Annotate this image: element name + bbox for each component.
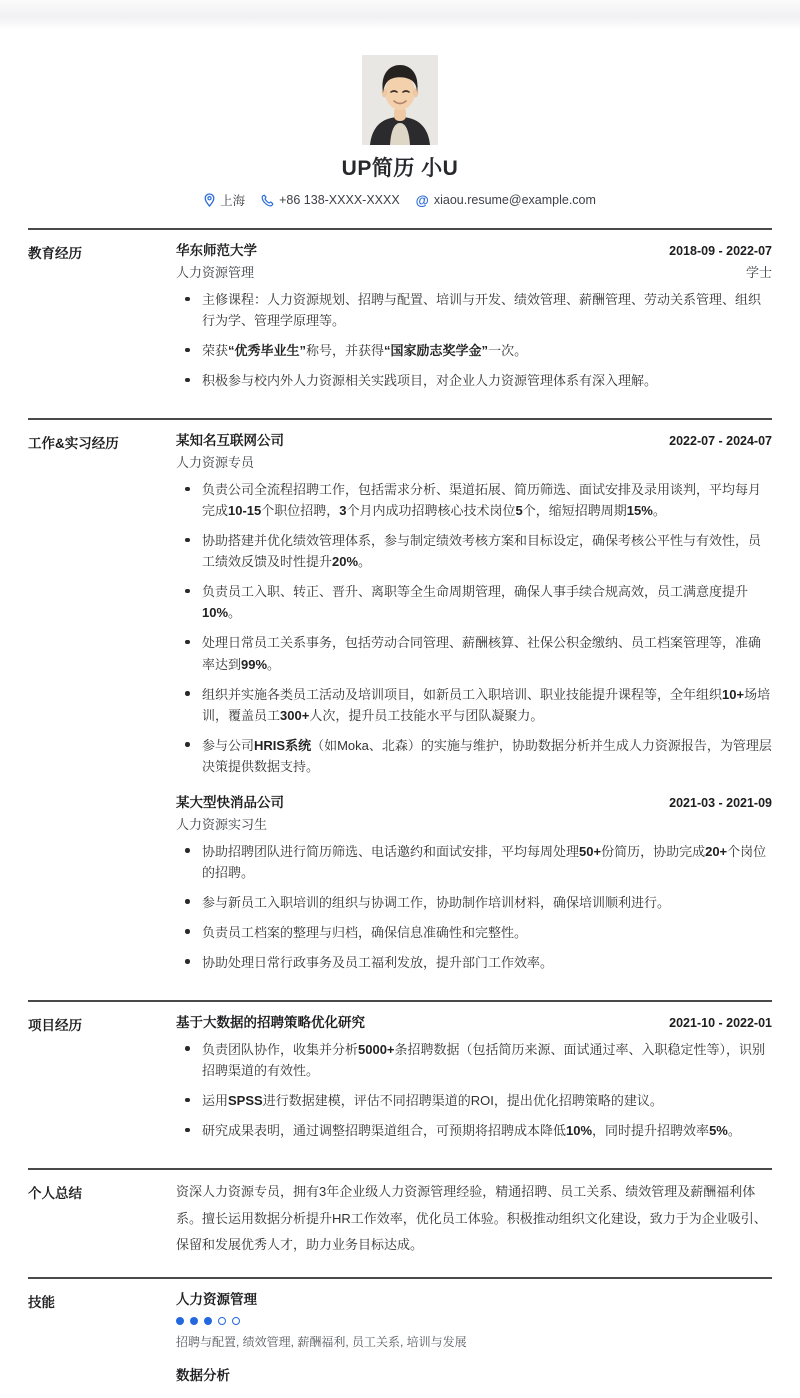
job-title: 人力资源实习生 xyxy=(176,816,268,832)
work-date: 2022-07 - 2024-07 xyxy=(669,434,772,449)
skill-name: 数据分析 xyxy=(176,1368,230,1384)
project-name: 基于大数据的招聘策略优化研究 xyxy=(176,1014,365,1030)
skill-dot-empty xyxy=(218,1317,226,1325)
company-name: 某知名互联网公司 xyxy=(176,433,284,449)
section-title-project: 项目经历 xyxy=(28,1017,82,1033)
bullet-item: 荣获“优秀毕业生”称号，并获得“国家励志奖学金”一次。 xyxy=(176,340,772,361)
work-entry xyxy=(176,429,772,777)
education-entry xyxy=(176,239,772,391)
school-name: 华东师范大学 xyxy=(176,243,257,258)
skill-dot-empty xyxy=(232,1317,240,1325)
page-top-shadow xyxy=(0,0,800,30)
skill-item xyxy=(176,1364,772,1384)
work-entry xyxy=(176,791,772,973)
contact-location xyxy=(204,191,245,209)
bullet-item: 参与新员工入职培训的组织与协调工作，协助制作培训材料，确保培训顺利进行。 xyxy=(176,892,772,913)
contact-phone xyxy=(261,193,400,207)
bullet-item: 负责团队协作，收集并分析5000+条招聘数据（包括简历来源、面试通过率、入职稳定性等），识别招聘渠道的有效性。 xyxy=(176,1039,772,1081)
section-summary xyxy=(28,1168,772,1259)
location-text: 上海 xyxy=(220,194,246,208)
work-bullets xyxy=(176,479,772,777)
section-project xyxy=(28,1000,772,1150)
section-education xyxy=(28,228,772,400)
skill-tags: 招聘与配置, 绩效管理, 薪酬福利, 员工关系, 培训与发展 xyxy=(176,1335,467,1350)
section-work xyxy=(28,418,772,982)
profile-photo xyxy=(362,55,438,145)
bullet-item: 参与公司HRIS系统（如Moka、北森）的实施与维护，协助数据分析并生成人力资源报告，为管理层决策提供数据支持。 xyxy=(176,735,772,777)
project-date: 2021-10 - 2022-01 xyxy=(669,1015,772,1030)
resume-body xyxy=(0,228,800,1398)
bullet-item: 协助搭建并优化绩效管理体系，参与制定绩效考核方案和目标设定，确保考核公平性与有效性，员工绩效反馈及时性提升20%。 xyxy=(176,530,772,572)
section-title-education: 教育经历 xyxy=(28,246,82,261)
skill-dot-filled xyxy=(204,1317,212,1325)
job-title: 人力资源专员 xyxy=(176,455,255,471)
summary-text: 资深人力资源专员，拥有3年企业级人力资源管理经验，精通招聘、员工关系、绩效管理及薪酬福利体系。擅长运用数据分析提升HR工作效率，优化员工体验。积极推动组织文化建设，致力于为企业吸引、保留和发展优秀人才，助力业务目标达成。 xyxy=(176,1184,767,1253)
skill-item xyxy=(176,1288,772,1350)
bullet-item: 协助处理日常行政事务及员工福利发放，提升部门工作效率。 xyxy=(176,952,772,973)
skill-dot-filled xyxy=(190,1317,198,1325)
bullet-item: 负责公司全流程招聘工作，包括需求分析、渠道拓展、简历筛选、面试安排及录用谈判，平均每月完成10-15个职位招聘，3个月内成功招聘核心技术岗位5个，缩短招聘周期15%。 xyxy=(176,479,772,521)
location-pin-icon xyxy=(204,193,215,207)
contact-email[interactable] xyxy=(416,193,596,208)
bullet-item: 积极参与校内外人力资源相关实践项目，对企业人力资源管理体系有深入理解。 xyxy=(176,370,772,391)
section-title-summary: 个人总结 xyxy=(28,1186,82,1202)
work-date: 2021-03 - 2021-09 xyxy=(669,795,772,810)
bullet-item: 负责员工入职、转正、晋升、离职等全生命周期管理，确保人事手续合规高效，员工满意度提升10%。 xyxy=(176,581,772,623)
bullet-item: 负责员工档案的整理与归档，确保信息准确性和完整性。 xyxy=(176,922,772,943)
email-text: xiaou.resume@example.com xyxy=(433,193,596,207)
phone-icon xyxy=(261,194,274,207)
email-at-icon: @ xyxy=(415,192,429,208)
education-bullets xyxy=(176,289,772,391)
bullet-item: 处理日常员工关系事务，包括劳动合同管理、薪酬核算、社保公积金缴纳、员工档案管理等，准确率达到99%。 xyxy=(176,632,772,674)
section-skills xyxy=(28,1277,772,1398)
bullet-item: 组织并实施各类员工活动及培训项目，如新员工入职培训、职业技能提升课程等，全年组织10+场培训，覆盖员工300+人次，提升员工技能水平与团队凝聚力。 xyxy=(176,684,772,726)
bullet-item: 协助招聘团队进行简历筛选、电话邀约和面试安排，平均每周处理50+份简历，协助完成20+个岗位的招聘。 xyxy=(176,841,772,883)
degree-name: 学士 xyxy=(745,265,772,280)
section-title-work: 工作&实习经历 xyxy=(28,436,119,452)
skill-name: 人力资源管理 xyxy=(176,1292,257,1308)
project-bullets xyxy=(176,1039,772,1141)
resume-header xyxy=(0,55,800,209)
work-bullets xyxy=(176,841,772,973)
bullet-item: 研究成果表明，通过调整招聘渠道组合，可预期将招聘成本降低10%，同时提升招聘效率5%。 xyxy=(176,1120,772,1141)
candidate-name: UP简历 小U xyxy=(341,157,459,180)
project-entry xyxy=(176,1011,772,1141)
bullet-item: 运用SPSS进行数据建模，评估不同招聘渠道的ROI，提出优化招聘策略的建议。 xyxy=(176,1090,772,1111)
section-title-skills: 技能 xyxy=(28,1295,55,1311)
contact-row xyxy=(0,191,800,209)
photo-wrap xyxy=(0,55,800,145)
bullet-item: 主修课程：人力资源规划、招聘与配置、培训与开发、绩效管理、薪酬管理、劳动关系管理、组织行为学、管理学原理等。 xyxy=(176,289,772,331)
phone-text: +86 138-XXXX-XXXX xyxy=(279,193,400,207)
skill-level-indicator xyxy=(176,1317,772,1325)
company-name: 某大型快消品公司 xyxy=(176,794,284,810)
major-name: 人力资源管理 xyxy=(176,265,255,280)
education-date: 2018-09 - 2022-07 xyxy=(669,244,772,258)
skill-dot-filled xyxy=(176,1317,184,1325)
